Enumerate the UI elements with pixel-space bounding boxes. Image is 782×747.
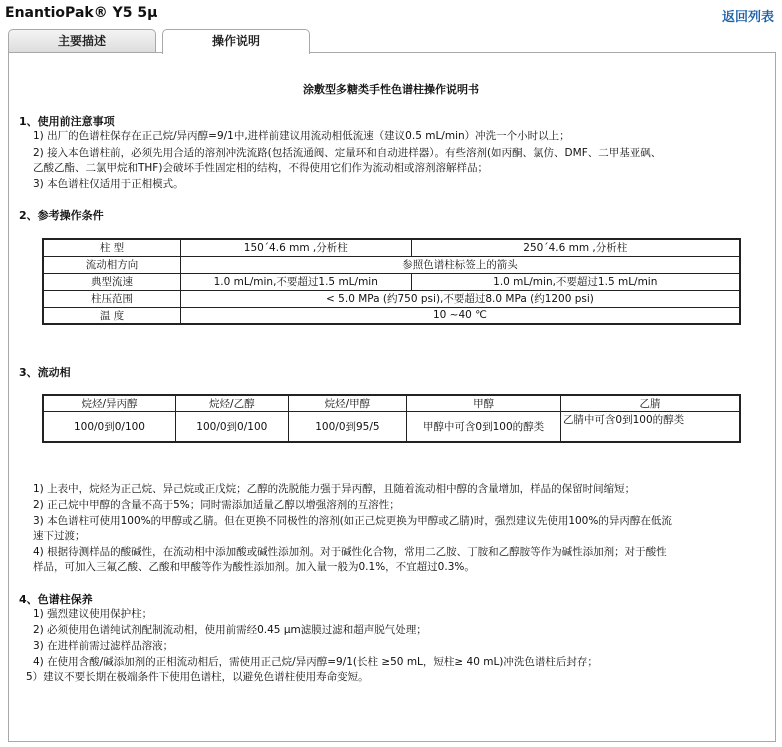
section1-item: 1) 出厂的色谱柱保存在正己烷/异丙醇=9/1中,进样前建议用流动相低流速（建议0.5 mL/min）冲洗一个小时以上；: [33, 130, 570, 142]
table-header-cell: 甲醇: [407, 395, 561, 412]
product-title: EnantioPak® Y5 5μ: [5, 5, 158, 21]
table-cell: 1.0 mL/min,不要超过1.5 mL/min: [180, 273, 411, 290]
table-cell: 流动相方向: [43, 256, 180, 273]
table-row: [43, 290, 740, 307]
mobile-phase-note: 3) 本色谱柱可使用100%的甲醇或乙腈。但在更换不同极性的溶剂(如正己烷更换为甲醇或乙腈)时，强烈建议先使用100%的异丙醇在低流: [33, 515, 672, 527]
mobile-phase-note: 速下过渡；: [33, 530, 86, 542]
mobile-phase-note: 1) 上表中，烷烃为正己烷、异己烷或正戊烷；乙醇的洗脱能力强于异丙醇，且随着流动相中醇的含量增加，样品的保留时间缩短；: [33, 483, 636, 495]
top-bar: [0, 0, 782, 30]
table-cell: 参照色谱柱标签上的箭头: [180, 256, 740, 273]
maintenance-item: 4) 在使用含酸/碱添加剂的正相流动相后，需使用正己烷/异丙醇=9/1(长柱 ≥50 mL，短柱≥ 40 mL)冲洗色谱柱后封存；: [33, 656, 598, 668]
maintenance-item: 1) 强烈建议使用保护柱；: [33, 608, 153, 620]
table-cell: < 5.0 MPa (约750 psi),不要超过8.0 MPa (约1200 psi): [180, 290, 740, 307]
table-cell: 乙腈中可含0到100的醇类: [560, 412, 740, 442]
table-cell: 10 ~40 ℃: [180, 307, 740, 324]
tab-operation-instructions[interactable]: 操作说明: [162, 29, 310, 54]
section3-heading: 3、流动相: [19, 366, 71, 379]
table-header-cell: 烷烃/甲醇: [288, 395, 407, 412]
section1-item: 乙酸乙酯、二氯甲烷和THF)会破坏手性固定相的结构，不得使用它们作为流动相或溶剂溶解样品；: [33, 162, 488, 174]
section1-item: 3) 本色谱柱仅适用于正相模式。: [33, 178, 184, 190]
document-title: 涂敷型多糖类手性色谱柱操作说明书: [303, 83, 479, 96]
section1-heading: 1、使用前注意事项: [19, 115, 115, 128]
table-header-cell: 烷烃/乙醇: [175, 395, 288, 412]
table-cell: 100/0到95/5: [288, 412, 407, 442]
table-cell: 典型流速: [43, 273, 180, 290]
table-cell: 柱 型: [43, 239, 180, 256]
table-row: [43, 395, 740, 412]
table-header-cell: 烷烃/异丙醇: [43, 395, 175, 412]
table-cell: 150´4.6 mm ,分析柱: [180, 239, 411, 256]
section4-heading: 4、色谱柱保养: [19, 593, 93, 606]
mobile-phase-table: [42, 394, 741, 443]
maintenance-item: 3) 在进样前需过滤样品溶液；: [33, 640, 174, 652]
section1-item: 2) 接入本色谱柱前，必须先用合适的溶剂冲洗流路(包括流通阀、定量环和自动进样器）。有些溶剂(如丙酮、氯仿、DMF、二甲基亚砜、: [33, 147, 662, 159]
table-row: [43, 273, 740, 290]
table-header-cell: 乙腈: [560, 395, 740, 412]
table-row: [43, 256, 740, 273]
mobile-phase-note: 样品，可加入三氟乙酸、乙酸和甲酸等作为酸性添加剂。加入量一般为0.1%，不宜超过0.3%。: [33, 561, 475, 573]
table-cell: 甲醇中可含0到100的醇类: [407, 412, 561, 442]
table-cell: 温 度: [43, 307, 180, 324]
section2-heading: 2、参考操作条件: [19, 209, 104, 222]
mobile-phase-note: 4) 根据待测样品的酸碱性，在流动相中添加酸或碱性添加剂。对于碱性化合物，常用二乙胺、丁胺和乙醇胺等作为碱性添加剂；对于酸性: [33, 546, 667, 558]
maintenance-item: 2) 必须使用色谱纯试剂配制流动相，使用前需经0.45 μm滤膜过滤和超声脱气处理；: [33, 624, 427, 636]
operating-conditions-table: [42, 238, 741, 325]
table-cell: 100/0到0/100: [175, 412, 288, 442]
table-cell: 柱压范围: [43, 290, 180, 307]
table-cell: 250´4.6 mm ,分析柱: [411, 239, 740, 256]
table-row: [43, 307, 740, 324]
table-cell: 1.0 mL/min,不要超过1.5 mL/min: [411, 273, 740, 290]
back-to-list-link[interactable]: 返回列表: [721, 10, 774, 25]
tab-main-description[interactable]: 主要描述: [8, 29, 156, 53]
table-row: [43, 239, 740, 256]
mobile-phase-note: 2) 正己烷中甲醇的含量不高于5%；同时需添加适量乙醇以增强溶剂的互溶性；: [33, 499, 400, 511]
table-row: [43, 412, 740, 442]
table-cell: 100/0到0/100: [43, 412, 175, 442]
maintenance-item: 5）建议不要长期在极端条件下使用色谱柱，以避免色谱柱使用寿命变短。: [26, 671, 369, 683]
